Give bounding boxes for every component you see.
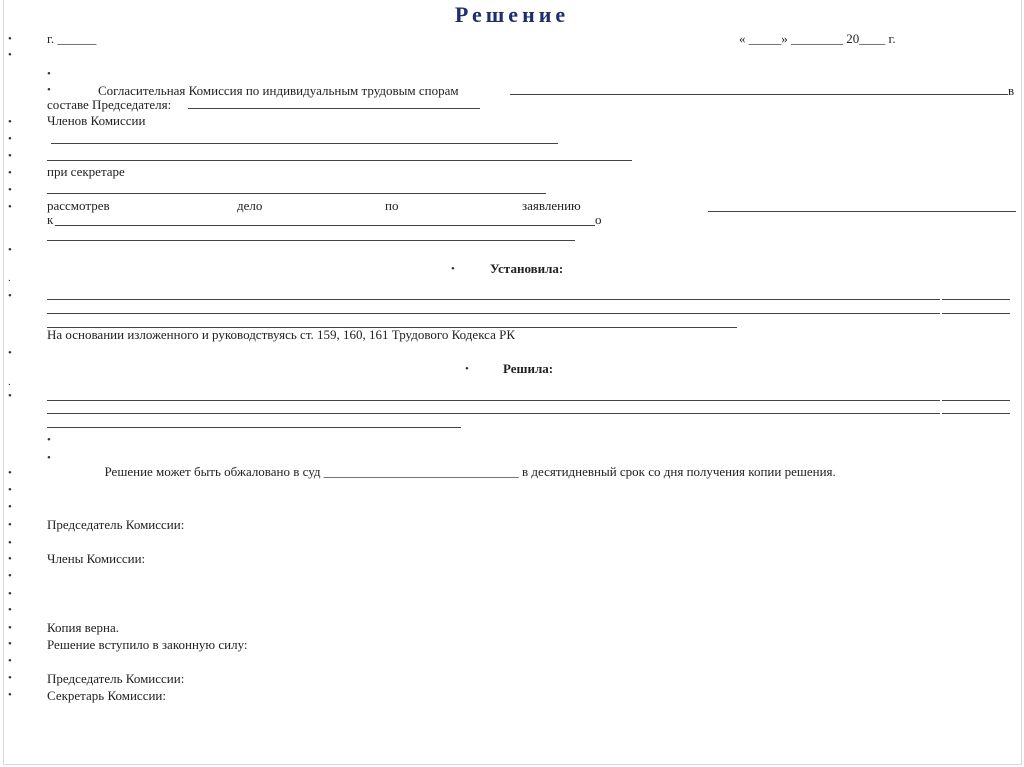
bullet-marker: •	[8, 604, 12, 616]
to-blank	[55, 225, 595, 226]
chairman-signature: Председатель Комиссии:	[47, 517, 185, 532]
established-blank-1b	[942, 299, 1010, 300]
established-blank-2b	[942, 313, 1010, 314]
in-force-label: Решение вступило в законную силу:	[47, 637, 248, 652]
commission-intro: Согласительная Комиссия по индивидуальным трудовым спорам	[98, 83, 459, 98]
members-label: Членов Комиссии	[47, 113, 146, 128]
decided-blank-2a	[47, 413, 940, 414]
case-word: дело	[237, 198, 263, 213]
inner-bullet: •	[47, 68, 51, 80]
decided-blank-3	[47, 427, 461, 428]
bullet-marker: •	[8, 347, 12, 359]
bullet-marker: •	[8, 49, 12, 61]
bullet-marker: •	[8, 167, 12, 179]
inner-bullet: •	[47, 434, 51, 446]
application-word: заявлению	[522, 198, 581, 213]
bullet-marker: •	[8, 672, 12, 684]
document-title: Решение	[454, 2, 570, 27]
about-blank	[47, 240, 575, 241]
established-blank-2a	[47, 313, 940, 314]
bullet-marker: •	[8, 501, 12, 513]
bullet-marker: •	[8, 33, 12, 45]
bullet-marker: •	[8, 553, 12, 565]
secretary-blank	[47, 193, 546, 194]
basis-text: На основании изложенного и руководствуясь ст. 159, 160, 161 Трудового Кодекса РК	[47, 327, 516, 342]
date-field: « _____» ________ 20____ г.	[739, 31, 896, 46]
bullet-marker: •	[8, 244, 12, 256]
heading-bullet: •	[451, 263, 455, 275]
city-field: г. ______	[47, 31, 97, 46]
bullet-marker: •	[8, 184, 12, 196]
established-heading: Установила:	[490, 261, 564, 276]
chairman-signature-2: Председатель Комиссии:	[47, 671, 185, 686]
bullet-marker: •	[8, 622, 12, 634]
decided-heading: Решила:	[503, 361, 554, 376]
bullet-marker: •	[8, 484, 12, 496]
to-letter: к	[47, 212, 54, 227]
dot-marker: .	[8, 376, 11, 388]
inner-bullet: •	[47, 84, 51, 96]
bullet-marker: •	[8, 116, 12, 128]
bullet-marker: •	[8, 390, 12, 402]
appeal-blank: ______________________________	[323, 464, 519, 479]
dot-marker: .	[8, 272, 11, 284]
appeal-before: Решение может быть обжаловано в суд	[104, 464, 324, 479]
bullet-marker: •	[8, 655, 12, 667]
bullet-marker: •	[8, 290, 12, 302]
bullet-marker: •	[8, 689, 12, 701]
bullet-marker: •	[8, 150, 12, 162]
member-blank-2	[47, 160, 632, 161]
established-blank-1a	[47, 299, 940, 300]
bullet-marker: •	[8, 638, 12, 650]
bullet-marker: •	[8, 133, 12, 145]
members-signature: Члены Комиссии:	[47, 551, 146, 566]
appeal-text	[98, 449, 836, 479]
secretary-signature: Секретарь Комиссии:	[47, 688, 166, 703]
bullet-marker: •	[8, 588, 12, 600]
applicant-blank	[708, 211, 1016, 212]
by-word: по	[385, 198, 399, 213]
decided-blank-1a	[47, 400, 940, 401]
chairman-blank	[188, 108, 480, 109]
copy-true: Копия верна.	[47, 620, 119, 635]
bullet-marker: •	[8, 201, 12, 213]
chairman-label: составе Председателя:	[47, 97, 175, 112]
heading-bullet: •	[465, 363, 469, 375]
bullet-marker: •	[8, 519, 12, 531]
commission-blank	[510, 94, 1008, 95]
decided-blank-2b	[942, 413, 1010, 414]
bullet-marker: •	[8, 467, 12, 479]
commission-in: в	[1008, 83, 1015, 98]
member-blank-1	[51, 143, 558, 144]
appeal-after: в десятидневный срок со дня получения копии решения.	[518, 464, 836, 479]
reviewed-word: рассмотрев	[47, 198, 110, 213]
decided-blank-1b	[942, 400, 1010, 401]
inner-bullet: •	[47, 452, 51, 464]
bullet-marker: •	[8, 537, 12, 549]
secretary-label: при секретаре	[47, 164, 125, 179]
about-letter: о	[595, 212, 602, 227]
bullet-marker: •	[8, 570, 12, 582]
